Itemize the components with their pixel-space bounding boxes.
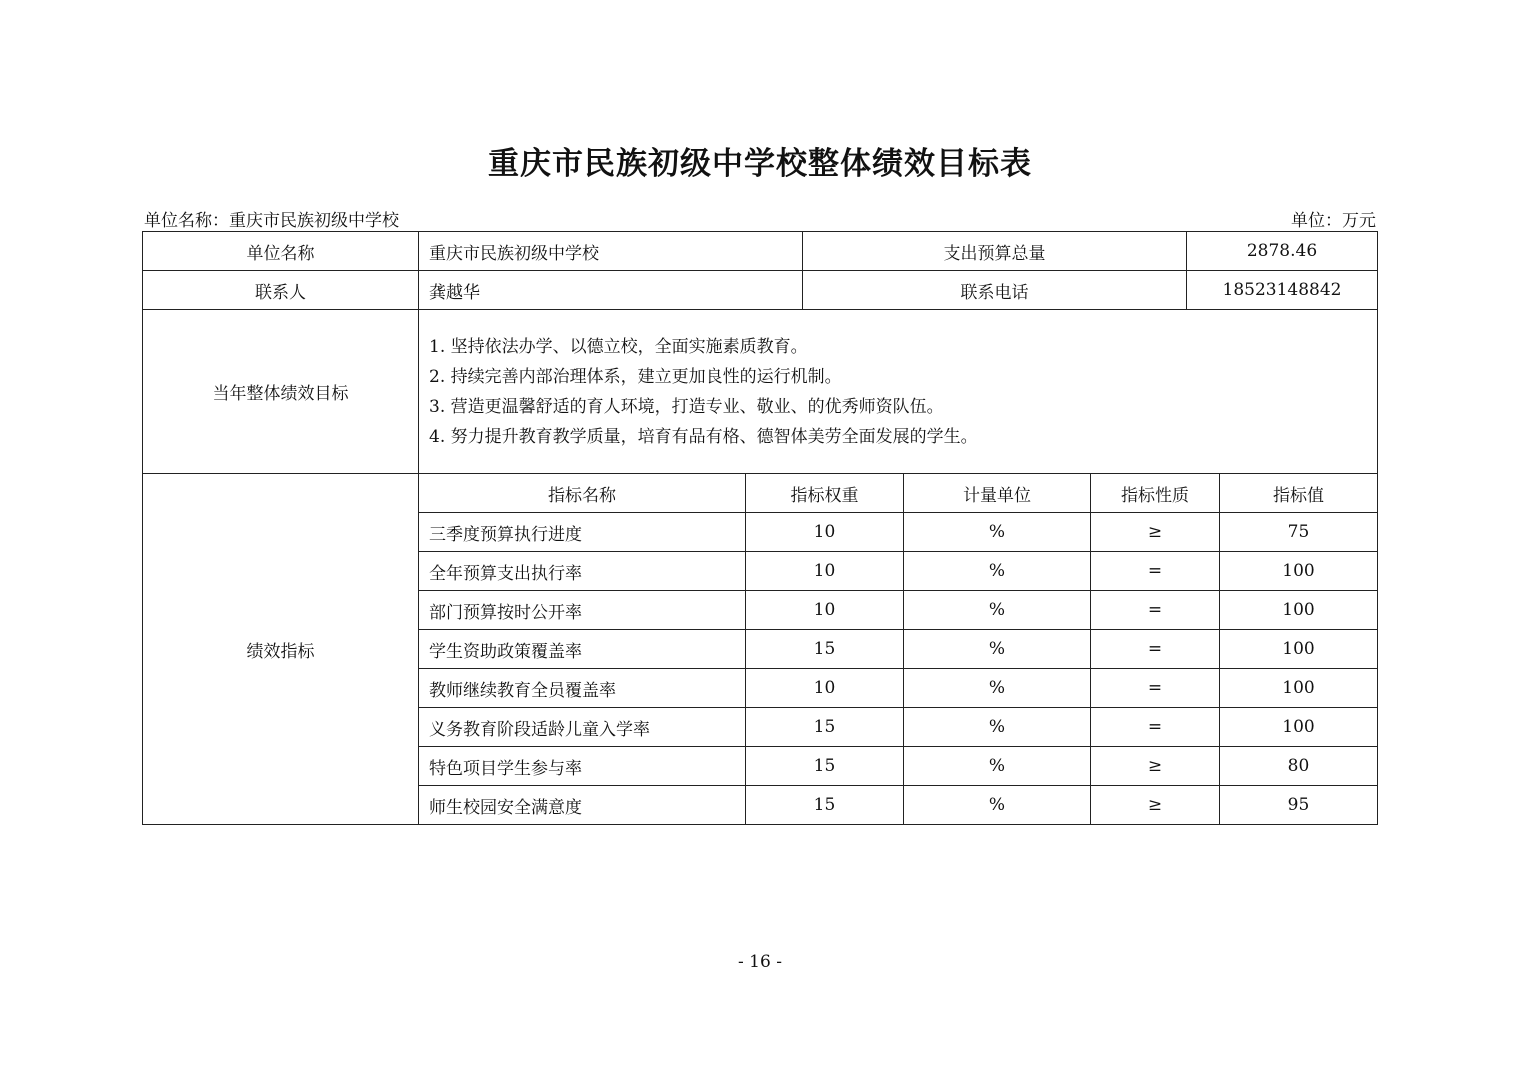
indicator-name: 全年预算支出执行率: [419, 552, 746, 591]
indicator-nature: =: [1091, 630, 1220, 669]
contact-row: [143, 271, 1378, 310]
indicator-unit: %: [904, 708, 1091, 747]
indicator-weight: 10: [746, 552, 904, 591]
indicator-value: 75: [1220, 513, 1378, 552]
indicator-name: 三季度预算执行进度: [419, 513, 746, 552]
indicator-value: 80: [1220, 747, 1378, 786]
indicator-weight: 15: [746, 747, 904, 786]
indicator-weight: 15: [746, 708, 904, 747]
indicator-name: 教师继续教育全员覆盖率: [419, 669, 746, 708]
header-unit: 计量单位: [904, 474, 1091, 513]
indicator-value: 100: [1220, 552, 1378, 591]
phone-value: 18523148842: [1187, 271, 1378, 310]
goals-row: [143, 310, 1378, 474]
indicator-value: 95: [1220, 786, 1378, 825]
indicator-nature: =: [1091, 669, 1220, 708]
indicator-value: 100: [1220, 591, 1378, 630]
indicator-nature: ≥: [1091, 786, 1220, 825]
header-value: 指标值: [1220, 474, 1378, 513]
document-title: 重庆市民族初级中学校整体绩效目标表: [488, 146, 1032, 182]
indicator-nature: =: [1091, 552, 1220, 591]
unit-name-value: 重庆市民族初级中学校: [419, 232, 803, 271]
indicator-weight: 15: [746, 786, 904, 825]
page-number: - 16 -: [738, 952, 782, 972]
unit-name-caption: 单位名称：重庆市民族初级中学校: [144, 211, 399, 231]
indicator-name: 学生资助政策覆盖率: [419, 630, 746, 669]
indicator-value: 100: [1220, 630, 1378, 669]
unit-name-label: 单位名称: [143, 232, 419, 271]
indicator-nature: =: [1091, 591, 1220, 630]
contact-label: 联系人: [143, 271, 419, 310]
currency-unit-caption: 单位：万元: [1291, 211, 1376, 231]
header-nature: 指标性质: [1091, 474, 1220, 513]
indicator-weight: 15: [746, 630, 904, 669]
indicator-name: 师生校园安全满意度: [419, 786, 746, 825]
indicator-unit: %: [904, 552, 1091, 591]
indicator-name: 义务教育阶段适龄儿童入学率: [419, 708, 746, 747]
budget-value: 2878.46: [1187, 232, 1378, 271]
indicators-label: 绩效指标: [143, 474, 419, 825]
performance-target-table: [142, 231, 1378, 825]
budget-label: 支出预算总量: [803, 232, 1187, 271]
indicator-nature: ≥: [1091, 747, 1220, 786]
indicator-nature: =: [1091, 708, 1220, 747]
goals-label: 当年整体绩效目标: [143, 310, 419, 474]
indicator-weight: 10: [746, 669, 904, 708]
indicator-unit: %: [904, 669, 1091, 708]
goal-item: 3. 营造更温馨舒适的育人环境，打造专业、敬业、的优秀师资队伍。: [429, 396, 944, 417]
indicator-header-row: [143, 474, 1378, 513]
goals-list: [419, 310, 1378, 474]
indicator-unit: %: [904, 591, 1091, 630]
goal-item: 1. 坚持依法办学、以德立校，全面实施素质教育。: [429, 336, 808, 357]
goal-item: 4. 努力提升教育教学质量，培育有品有格、德智体美劳全面发展的学生。: [429, 426, 978, 447]
header-weight: 指标权重: [746, 474, 904, 513]
indicator-unit: %: [904, 786, 1091, 825]
indicator-unit: %: [904, 630, 1091, 669]
indicator-weight: 10: [746, 591, 904, 630]
unit-row: [143, 232, 1378, 271]
indicator-name: 部门预算按时公开率: [419, 591, 746, 630]
indicator-unit: %: [904, 513, 1091, 552]
indicator-value: 100: [1220, 669, 1378, 708]
header-indicator-name: 指标名称: [419, 474, 746, 513]
indicator-weight: 10: [746, 513, 904, 552]
indicator-value: 100: [1220, 708, 1378, 747]
indicator-name: 特色项目学生参与率: [419, 747, 746, 786]
goal-item: 2. 持续完善内部治理体系，建立更加良性的运行机制。: [429, 366, 842, 387]
indicator-nature: ≥: [1091, 513, 1220, 552]
indicator-unit: %: [904, 747, 1091, 786]
phone-label: 联系电话: [803, 271, 1187, 310]
contact-value: 龚越华: [419, 271, 803, 310]
